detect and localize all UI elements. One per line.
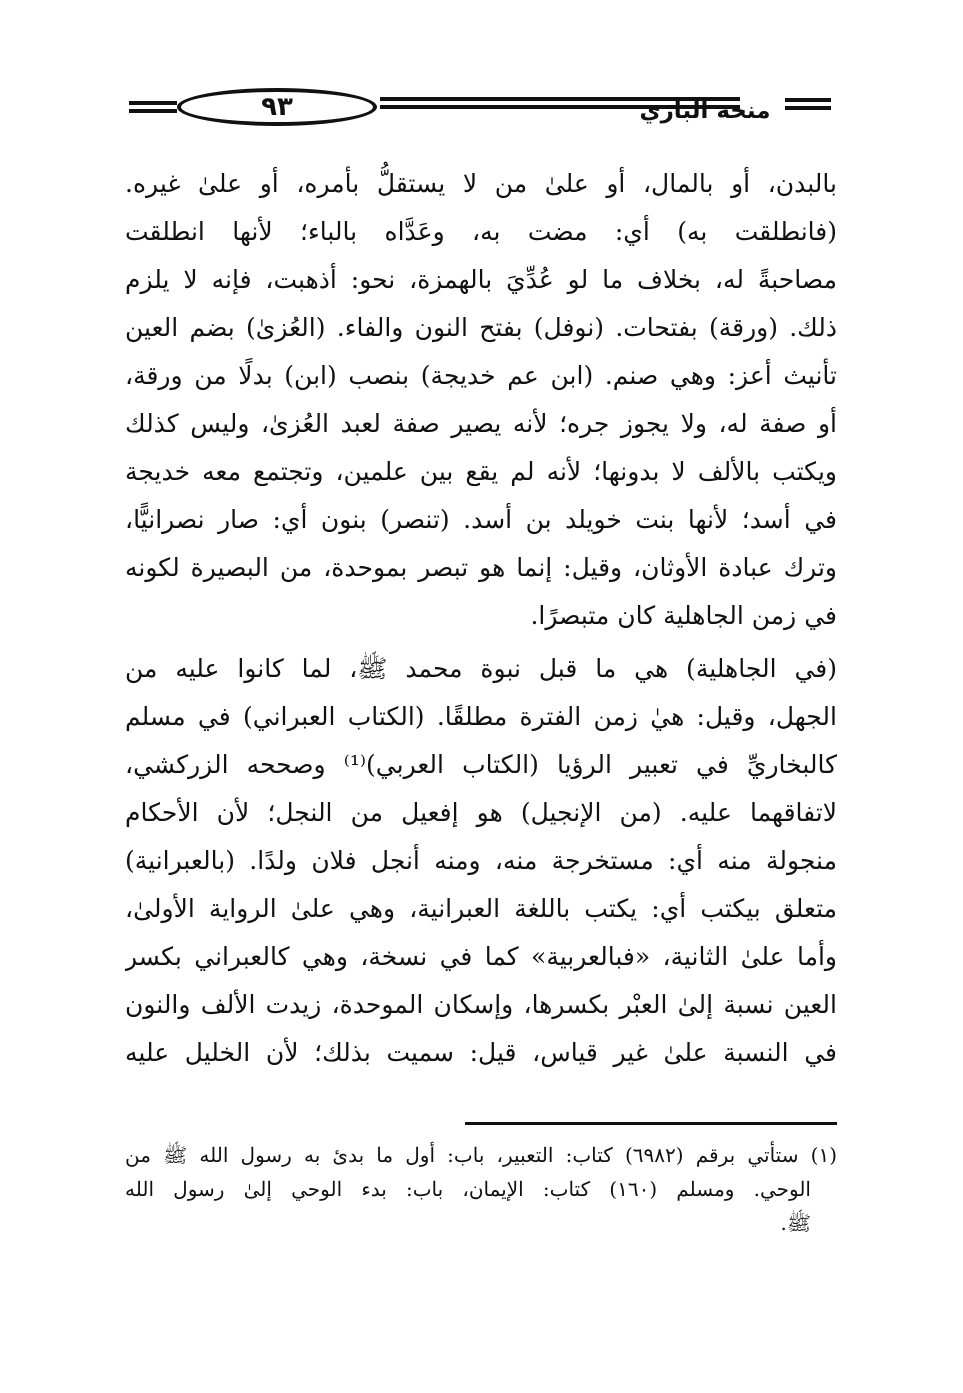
text-line: وأما علىٰ الثانية، «فبالعربية» كما في نسخة، وهي كالعبراني بكسر [125, 942, 837, 971]
text-line: لاتفاقهما عليه. (من الإنجيل) هو إفعيل من النجل؛ لأن الأحكام [125, 798, 837, 827]
text-line: في أسد؛ لأنها بنت خويلد بن أسد. (تنصر) بنون أي: صار نصرانيًّا، [125, 505, 837, 534]
text-line: ويكتب بالألف لا بدونها؛ لأنه لم يقع بين علمين، وتجتمع معه خديجة [125, 457, 837, 486]
footnote-line: الوحي. ومسلم (١٦٠) كتاب: الإيمان، باب: بدء الوحي إلىٰ رسول الله [125, 1177, 811, 1201]
text-line: (فانطلقت به) أي: مضت به، وعَدَّاه بالباء؛ لأنها انطلقت [125, 217, 837, 246]
text-line: مصاحبةً له، بخلاف ما لو عُدِّيَ بالهمزة، نحو: أذهبت، فإنه لا يلزم [125, 265, 837, 294]
text-line: الجهل، وقيل: هيٰ زمن الفترة مطلقًا. (الكتاب العبراني) في مسلم [125, 702, 837, 731]
text-line: متعلق بيكتب أي: يكتب باللغة العبرانية، وهي علىٰ الرواية الأولىٰ، [125, 894, 837, 923]
footnote-line: (١) ستأتي برقم (٦٩٨٢) كتاب: التعبير، باب: أول ما بدئ به رسول الله ﷺ من [125, 1143, 837, 1167]
text-line: بالبدن، أو بالمال، أو علىٰ من لا يستقلُّ بأمره، أو علىٰ غيره. [125, 169, 837, 198]
header-rule [785, 98, 831, 102]
body-text [125, 160, 837, 1077]
text-line: في زمن الجاهلية كان متبصرًا. [530, 601, 837, 630]
text-line: ذلك. (ورقة) بفتحات. (نوفل) بفتح النون والفاء. (العُزىٰ) بضم العين [125, 313, 837, 342]
text-line: في النسبة علىٰ غير قياس، قيل: سميت بذلك؛ لأن الخليل عليه [125, 1038, 837, 1067]
page-header [125, 84, 837, 134]
header-rule [129, 109, 177, 113]
footnote-line: ﷺ. [780, 1211, 811, 1235]
text-line: منجولة منه أي: مستخرجة منه، ومنه أنجل فلان ولدًا. (بالعبرانية) [125, 846, 837, 875]
header-rule [129, 101, 177, 105]
header-rule [785, 106, 831, 110]
running-title: منحة الباري [639, 98, 771, 124]
footnotes [125, 1138, 837, 1240]
text-line: أو صفة له، ولا يجوز جره؛ لأنه يصير صفة لعبد العُزىٰ، وليس كذلك [125, 409, 837, 438]
page-number: ٩٣ [261, 92, 293, 122]
footnote-separator [465, 1122, 837, 1125]
page-number-frame [177, 88, 377, 126]
text-line: تأنيث أعز: وهي صنم. (ابن عم خديجة) بنصب (ابن) بدلًا من ورقة، [125, 361, 837, 390]
text-line: وترك عبادة الأوثان، وقيل: إنما هو تبصر بموحدة، من البصيرة لكونه [125, 553, 837, 582]
text-line: العين نسبة إلىٰ العبْر بكسرها، وإسكان الموحدة، زيدت الألف والنون [125, 990, 837, 1019]
text-line: كالبخاريِّ في تعبير الرؤيا (الكتاب العربي)⁽¹⁾ وصححه الزركشي، [125, 750, 837, 779]
text-line: (في الجاهلية) هي ما قبل نبوة محمد ﷺ، لما كانوا عليه من [125, 654, 837, 683]
